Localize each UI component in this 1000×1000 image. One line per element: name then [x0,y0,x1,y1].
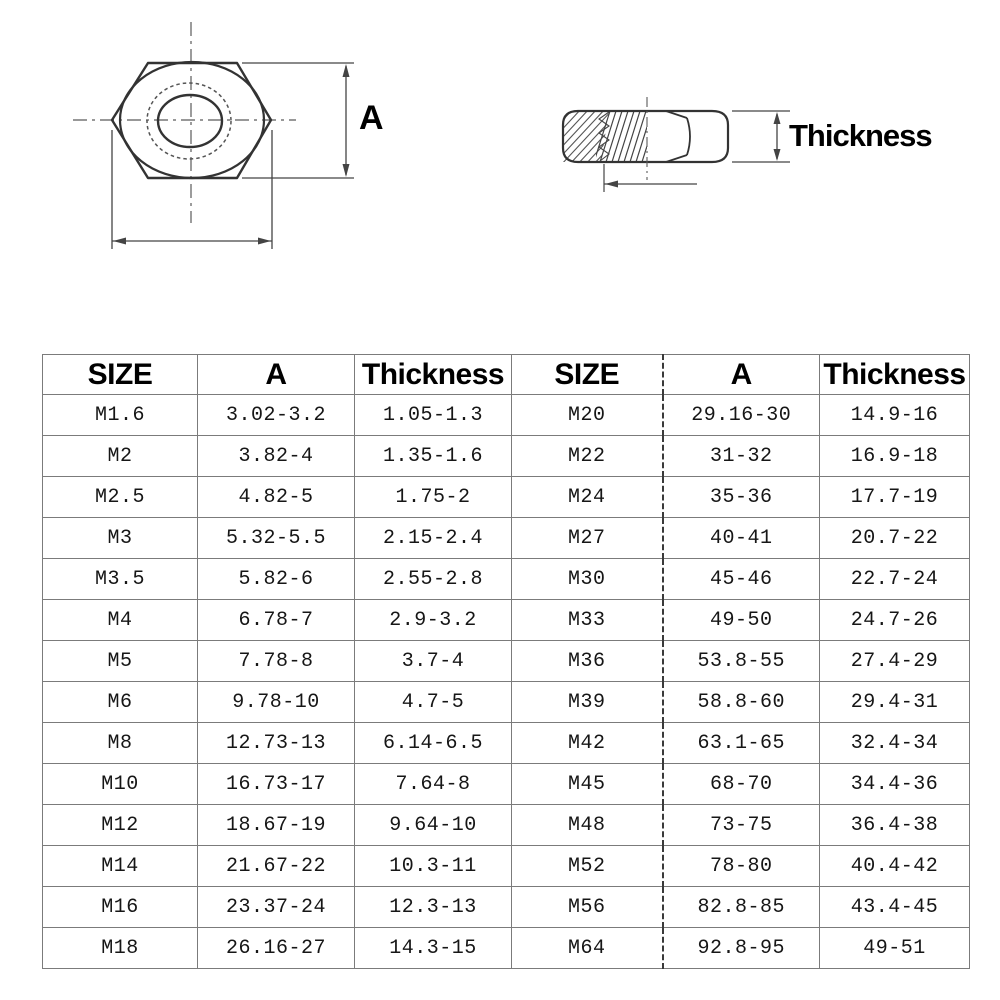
table-cell: M16 [43,887,198,928]
table-cell: 43.4-45 [820,887,970,928]
table-cell: 16.9-18 [820,436,970,477]
table-cell: 6.78-7 [198,600,355,641]
table-row [43,764,970,805]
table-cell: 2.55-2.8 [355,559,512,600]
table-cell: 40-41 [663,518,820,559]
table-row [43,600,970,641]
table-cell: 2.15-2.4 [355,518,512,559]
table-row [43,887,970,928]
table-cell: 49-51 [820,928,970,969]
table-cell: M22 [512,436,663,477]
table-cell: 20.7-22 [820,518,970,559]
table-row [43,682,970,723]
dimension-a-label: A [359,99,383,137]
dimension-thickness-lines [732,111,790,162]
table-cell: M2.5 [43,477,198,518]
table-cell: 7.78-8 [198,641,355,682]
table-cell: 14.9-16 [820,395,970,436]
table-cell: M5 [43,641,198,682]
table-cell: 12.73-13 [198,723,355,764]
table-cell: M27 [512,518,663,559]
table-cell: 35-36 [663,477,820,518]
table-cell: 92.8-95 [663,928,820,969]
spec-table [42,354,970,969]
table-cell: M8 [43,723,198,764]
table-cell: 3.7-4 [355,641,512,682]
table-cell: 73-75 [663,805,820,846]
table-cell: M6 [43,682,198,723]
table-cell: 5.82-6 [198,559,355,600]
table-row [43,477,970,518]
table-cell: 21.67-22 [198,846,355,887]
table-cell: 1.75-2 [355,477,512,518]
table-cell: 14.3-15 [355,928,512,969]
table-cell: 3.82-4 [198,436,355,477]
column-header-a-left: A [198,355,355,395]
bore-circle [158,95,222,147]
table-row [43,436,970,477]
table-cell: 31-32 [663,436,820,477]
table-cell: M39 [512,682,663,723]
column-header-size-right: SIZE [512,355,663,395]
thickness-label: Thickness [789,118,932,153]
table-cell: 27.4-29 [820,641,970,682]
table-cell: M30 [512,559,663,600]
column-header-a-right: A [663,355,820,395]
table-cell: M24 [512,477,663,518]
table-cell: 40.4-42 [820,846,970,887]
table-cell: 49-50 [663,600,820,641]
table-cell: 53.8-55 [663,641,820,682]
table-row [43,395,970,436]
table-cell: 10.3-11 [355,846,512,887]
table-cell: 58.8-60 [663,682,820,723]
table-cell: 22.7-24 [820,559,970,600]
table-cell: M14 [43,846,198,887]
table-row [43,928,970,969]
table-row [43,518,970,559]
dimension-a-lines [242,63,354,178]
column-header-thickness-left: Thickness [355,355,512,395]
table-cell: M1.6 [43,395,198,436]
table-cell: 26.16-27 [198,928,355,969]
table-cell: 4.82-5 [198,477,355,518]
table-cell: M56 [512,887,663,928]
table-cell: M20 [512,395,663,436]
table-cell: 68-70 [663,764,820,805]
table-cell: 18.67-19 [198,805,355,846]
table-cell: M4 [43,600,198,641]
table-row [43,559,970,600]
table-cell: 29.4-31 [820,682,970,723]
table-cell: 23.37-24 [198,887,355,928]
table-cell: 1.05-1.3 [355,395,512,436]
table-cell: M12 [43,805,198,846]
hex-nut-side-view-drawing [545,85,795,200]
table-cell: 78-80 [663,846,820,887]
column-header-thickness-right: Thickness [820,355,970,395]
table-cell: 24.7-26 [820,600,970,641]
table-cell: 63.1-65 [663,723,820,764]
table-cell: M45 [512,764,663,805]
table-row [43,723,970,764]
centerline-cross [73,22,296,223]
table-cell: 6.14-6.5 [355,723,512,764]
table-cell: 5.32-5.5 [198,518,355,559]
table-cell: 16.73-17 [198,764,355,805]
table-cell: 29.16-30 [663,395,820,436]
table-cell: 2.9-3.2 [355,600,512,641]
table-cell: M48 [512,805,663,846]
facet-lines [666,111,690,162]
table-cell: M52 [512,846,663,887]
table-cell: M3.5 [43,559,198,600]
table-cell: M3 [43,518,198,559]
table-row [43,846,970,887]
table-cell: 7.64-8 [355,764,512,805]
table-cell: M33 [512,600,663,641]
table-cell: 9.64-10 [355,805,512,846]
table-cell: M64 [512,928,663,969]
bottom-reference-arrow [605,181,618,188]
table-cell: 4.7-5 [355,682,512,723]
table-cell: 32.4-34 [820,723,970,764]
bottom-reference-lines [604,164,697,192]
table-cell: 9.78-10 [198,682,355,723]
table-row [43,805,970,846]
table-cell: 36.4-38 [820,805,970,846]
header-row [43,355,970,395]
table-cell: M2 [43,436,198,477]
column-header-size-left: SIZE [43,355,198,395]
table-cell: 1.35-1.6 [355,436,512,477]
table-cell: 34.4-36 [820,764,970,805]
table-cell: M42 [512,723,663,764]
table-cell: 3.02-3.2 [198,395,355,436]
table-cell: 45-46 [663,559,820,600]
table-row [43,641,970,682]
table-cell: 17.7-19 [820,477,970,518]
table-cell: 82.8-85 [663,887,820,928]
table-cell: M18 [43,928,198,969]
table-cell: 12.3-13 [355,887,512,928]
hex-nut-front-view-drawing [50,5,362,267]
table-cell: M36 [512,641,663,682]
table-cell: M10 [43,764,198,805]
